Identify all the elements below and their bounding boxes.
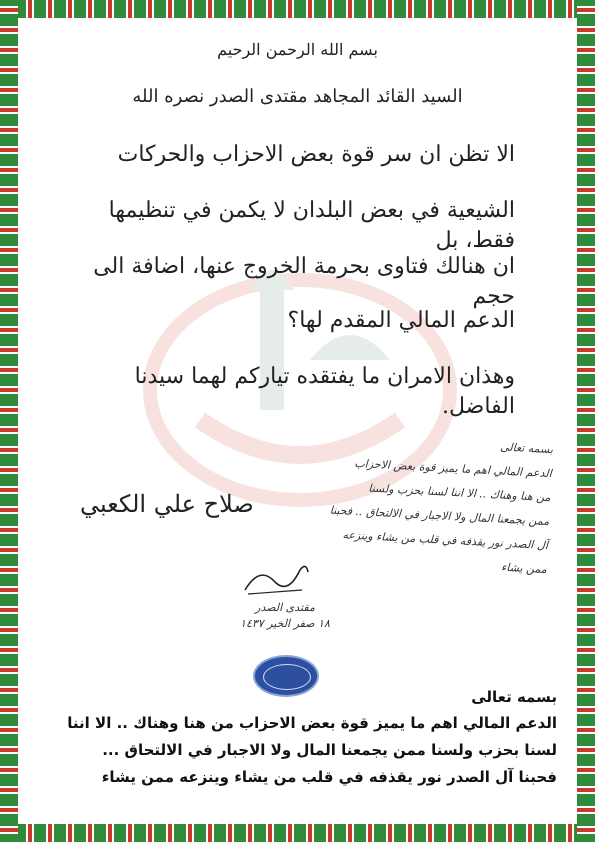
handwritten-line: ممن يجمعنا المال ولا الاجبار في الالتحاق .. فحبنا	[329, 503, 550, 529]
border-top	[0, 0, 595, 18]
border-right	[577, 0, 595, 842]
basmala: بسم الله الرحمن الرحيم	[217, 40, 378, 59]
border-bottom	[0, 824, 595, 842]
date-text: ١٨ صفر الخير ١٤٣٧	[240, 617, 330, 630]
transcription-line: الدعم المالي اهم ما يميز قوة بعض الاحزاب من هنا وهناك .. الا اننا	[67, 714, 557, 732]
addressee-line: السيد القائد المجاهد مقتدى الصدر نصره الله	[132, 86, 463, 107]
letter-line: وهذان الامران ما يفتقده تياركم لهما سيدنا الفاضل.	[134, 364, 515, 419]
letter-line: الشيعية في بعض البلدان لا يكمن في تنظيمها فقط، بل	[108, 198, 515, 253]
letter-line: الدعم المالي المقدم لها؟	[287, 308, 515, 333]
transcription-line: لسنا بحزب ولسنا ممن يجمعنا المال ولا الاجبار في الالتحاق ...	[102, 741, 557, 759]
transcription-heading: بسمه تعالى	[471, 688, 557, 706]
handwritten-date	[225, 600, 345, 632]
handwritten-line: ممن يشاء	[500, 560, 548, 577]
handwritten-line: الدعم المالي اهم ما يميز قوة بعض الاحزاب	[354, 456, 553, 481]
signature-name-text: مقتدى الصدر	[255, 601, 315, 614]
transcription-line: فحبنا آل الصدر نور يقذفه في قلب من يشاء وينزعه ممن يشاء	[101, 768, 557, 786]
handwritten-signature	[240, 560, 310, 600]
border-left	[0, 0, 18, 842]
handwritten-line: آل الصدر نور يقذفه في قلب من يشاء وينزعه	[342, 528, 549, 553]
handwritten-reply	[236, 422, 553, 582]
signer-name: صلاح علي الكعبي	[80, 490, 254, 518]
letter-line: ان هنالك فتاوى بحرمة الخروج عنها، اضافة الى حجم	[93, 254, 515, 309]
letter-line: الا تظن ان سر قوة بعض الاحزاب والحركات	[117, 142, 515, 167]
seal-inner-ring	[263, 664, 311, 690]
handwritten-line: بسمه تعالى	[499, 440, 554, 457]
handwritten-line: من هنا وهناك .. الا اننا لسنا بحزب ولسنا	[368, 481, 551, 505]
